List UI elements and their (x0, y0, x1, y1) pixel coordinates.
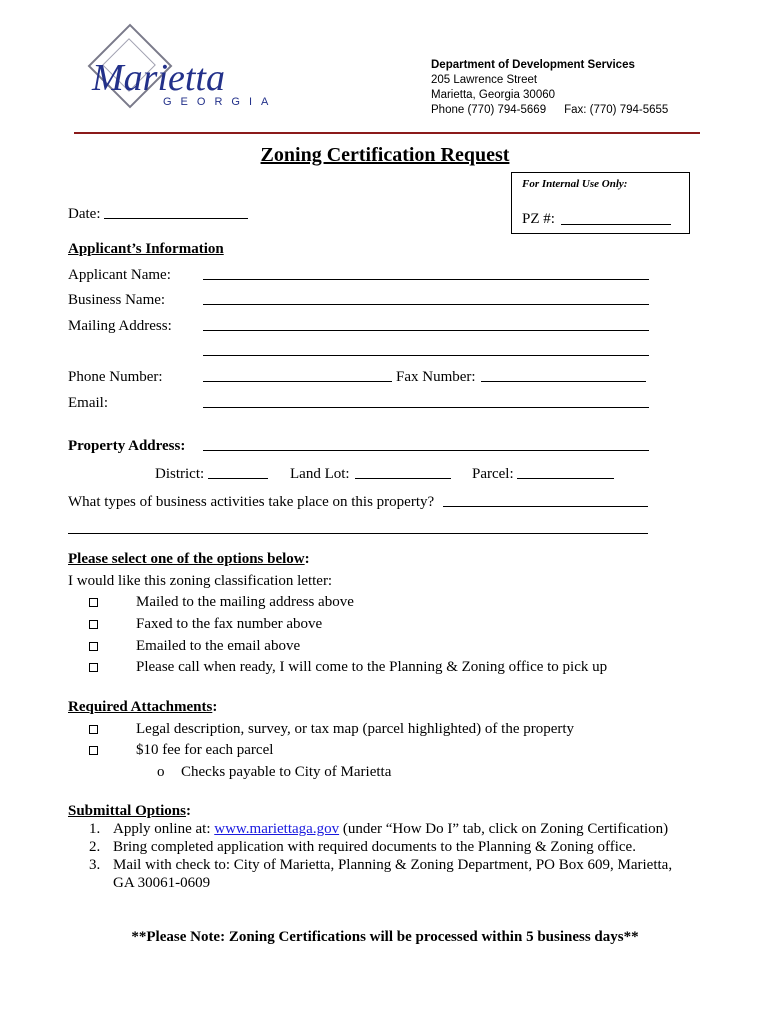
pz-number-field[interactable] (561, 224, 671, 225)
option-faxed-checkbox[interactable] (89, 620, 98, 629)
submittal-online-note: (under “How Do I” tab, click on Zoning Certification) (339, 821, 669, 837)
department-fax: Fax: (770) 794-5655 (564, 104, 669, 116)
attachment-legal-label: Legal description, survey, or tax map (parcel highlighted) of the property (136, 721, 575, 737)
department-street: 205 Lawrence Street (431, 74, 538, 86)
attachment-check-note: Checks payable to City of Marietta (181, 764, 392, 780)
options-heading (68, 550, 310, 568)
department-city: Marietta, Georgia 30060 (431, 89, 556, 101)
processing-note: **Please Note: Zoning Certifications will be processed within 5 business days** (131, 929, 639, 945)
email-field[interactable] (203, 407, 649, 408)
header-divider (74, 132, 700, 134)
mailing-address-field-line2[interactable] (203, 355, 649, 356)
option-pickup-checkbox[interactable] (89, 663, 98, 672)
submittal-heading (68, 802, 191, 820)
submittal-number-2: 2. (89, 839, 101, 855)
options-heading-text: Please select one of the options below (68, 551, 305, 567)
business-activities-field-line1[interactable] (443, 506, 648, 507)
attachments-heading-text: Required Attachments (68, 699, 213, 715)
option-mailed-checkbox[interactable] (89, 598, 98, 607)
business-activities-label: What types of business activities take place on this property? (68, 494, 435, 510)
submittal-item-mail-line1: Mail with check to: City of Marietta, Planning & Zoning Department, PO Box 609, Marietta, (113, 857, 673, 873)
attachment-fee-label: $10 fee for each parcel (136, 742, 274, 758)
parcel-label: Parcel: (472, 466, 514, 482)
mailing-address-field-line1[interactable] (203, 330, 649, 331)
logo-subtitle: GEORGIA (163, 96, 278, 108)
phone-number-field[interactable] (203, 381, 392, 382)
date-label: Date: (68, 206, 101, 222)
attachment-fee-checkbox[interactable] (89, 746, 98, 755)
department-name: Department of Development Services (431, 59, 635, 71)
submittal-item-in-person: Bring completed application with required documents to the Planning & Zoning office. (113, 839, 636, 855)
mailing-address-label: Mailing Address: (68, 318, 172, 334)
business-name-field[interactable] (203, 304, 649, 305)
applicant-name-field[interactable] (203, 279, 649, 280)
submittal-online-text: Apply online at: (113, 821, 215, 837)
attachment-legal-checkbox[interactable] (89, 725, 98, 734)
property-address-field[interactable] (203, 450, 649, 451)
option-mailed-label: Mailed to the mailing address above (136, 594, 354, 610)
attachments-heading (68, 698, 217, 716)
form-title: Zoning Certification Request (260, 144, 510, 166)
options-intro: I would like this zoning classification letter: (68, 573, 333, 589)
option-faxed-label: Faxed to the fax number above (136, 616, 323, 632)
date-field[interactable] (104, 218, 248, 219)
business-name-label: Business Name: (68, 292, 166, 308)
department-phone: Phone (770) 794-5669 (431, 104, 547, 116)
submittal-heading-text: Submittal Options (68, 803, 186, 819)
fax-number-field[interactable] (481, 381, 646, 382)
district-label: District: (155, 466, 205, 482)
option-emailed-label: Emailed to the email above (136, 638, 301, 654)
phone-number-label: Phone Number: (68, 369, 163, 385)
option-emailed-checkbox[interactable] (89, 642, 98, 651)
district-field[interactable] (208, 478, 268, 479)
property-address-label: Property Address: (68, 438, 186, 454)
website-link[interactable]: www.mariettaga.gov (214, 821, 340, 837)
email-label: Email: (68, 395, 108, 411)
submittal-heading-colon: : (185, 803, 191, 819)
pz-number-label: PZ #: (522, 211, 555, 227)
options-heading-colon: : (304, 551, 310, 567)
submittal-number-3: 3. (89, 857, 101, 873)
land-lot-label: Land Lot: (290, 466, 350, 482)
department-address-block (431, 58, 668, 118)
logo-wordmark: Marietta (92, 57, 225, 99)
applicant-name-label: Applicant Name: (68, 267, 171, 283)
submittal-item-online (113, 820, 668, 838)
parcel-field[interactable] (517, 478, 614, 479)
attachments-heading-colon: : (212, 699, 218, 715)
option-pickup-label: Please call when ready, I will come to the Planning & Zoning office to pick up (136, 659, 608, 675)
land-lot-field[interactable] (355, 478, 451, 479)
business-activities-field-line2[interactable] (68, 533, 648, 534)
internal-use-label: For Internal Use Only: (522, 178, 628, 190)
submittal-item-mail-line2: GA 30061-0609 (113, 875, 211, 891)
submittal-number-1: 1. (89, 821, 101, 837)
bullet-circle-icon: o (157, 764, 165, 780)
fax-number-label: Fax Number: (396, 369, 476, 385)
applicant-section-heading: Applicant’s Information (68, 241, 224, 257)
